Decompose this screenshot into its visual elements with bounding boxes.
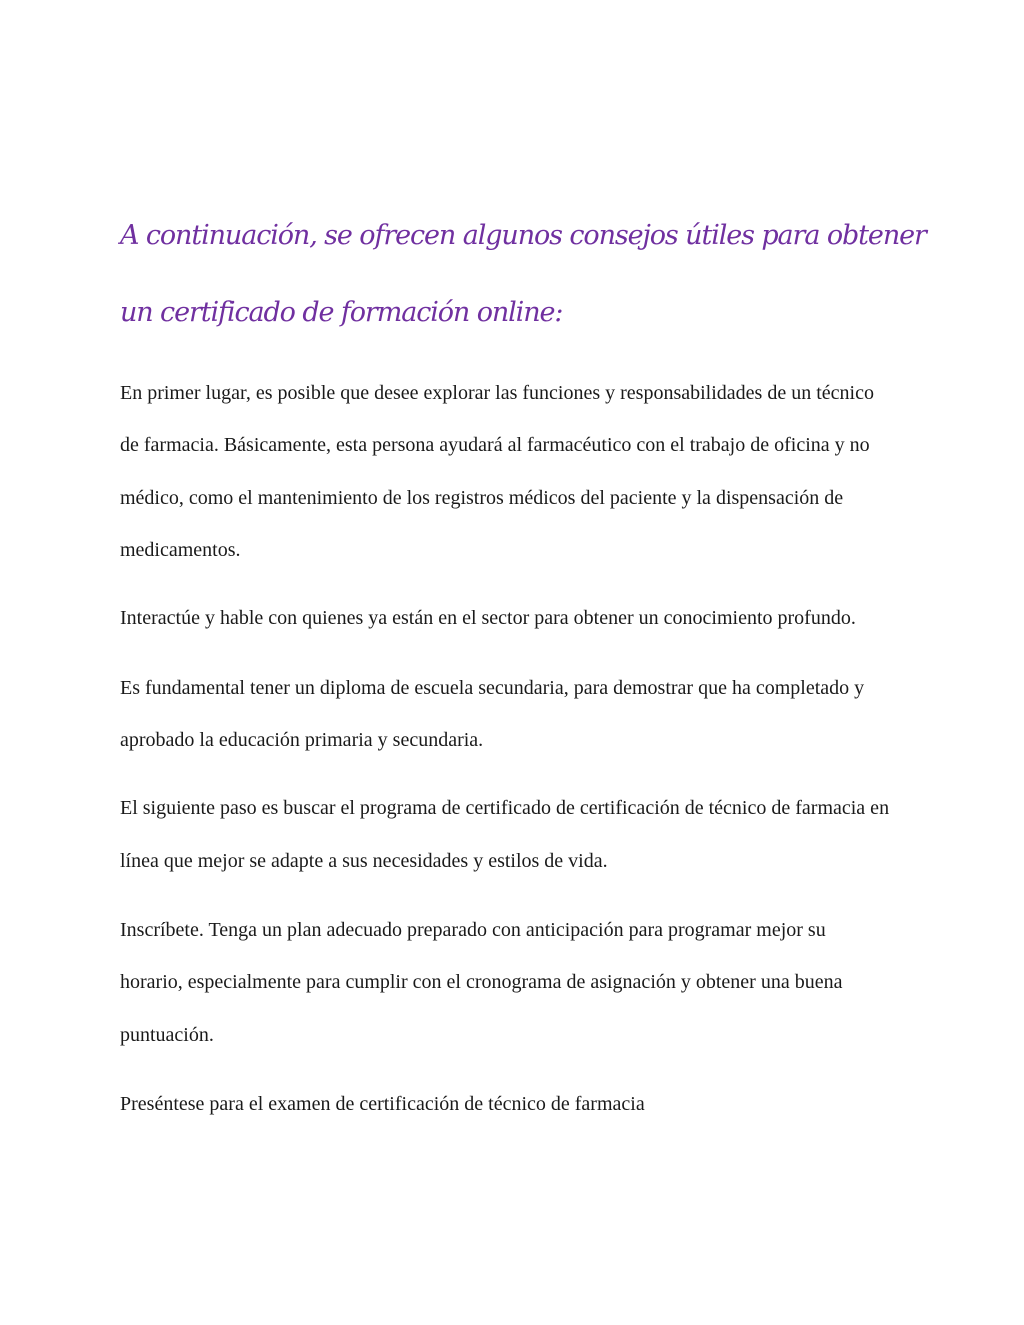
paragraph-line: de farmacia. Básicamente, esta persona ayudará al farmacéutico con el trabajo de oficina y no [120,434,870,456]
paragraph-line: puntuación. [120,1024,214,1046]
paragraph-line: horario, especialmente para cumplir con el cronograma de asignación y obtener una buena [120,971,843,993]
heading-line-1: A continuación, se ofrecen algunos consejos útiles para obtener [120,220,926,251]
paragraph-line: El siguiente paso es buscar el programa de certificado de certificación de técnico de farmacia en [120,797,890,819]
paragraph-line: aprobado la educación primaria y secundaria. [120,729,484,751]
paragraph-line: Preséntese para el examen de certificación de técnico de farmacia [120,1093,645,1115]
paragraph-line: medicamentos. [120,539,241,561]
paragraph-line: médico, como el mantenimiento de los registros médicos del paciente y la dispensación de [120,487,844,509]
paragraph-line: Interactúe y hable con quienes ya están en el sector para obtener un conocimiento profundo. [120,607,856,629]
heading-line-2: un certificado de formación online: [120,297,563,328]
paragraph-line: línea que mejor se adapte a sus necesidades y estilos de vida. [120,850,608,872]
paragraph-line: Inscríbete. Tenga un plan adecuado preparado con anticipación para programar mejor su [120,919,826,941]
paragraph-line: Es fundamental tener un diploma de escuela secundaria, para demostrar que ha completado y [120,677,865,699]
paragraph-line: En primer lugar, es posible que desee explorar las funciones y responsabilidades de un técnico [120,382,874,404]
